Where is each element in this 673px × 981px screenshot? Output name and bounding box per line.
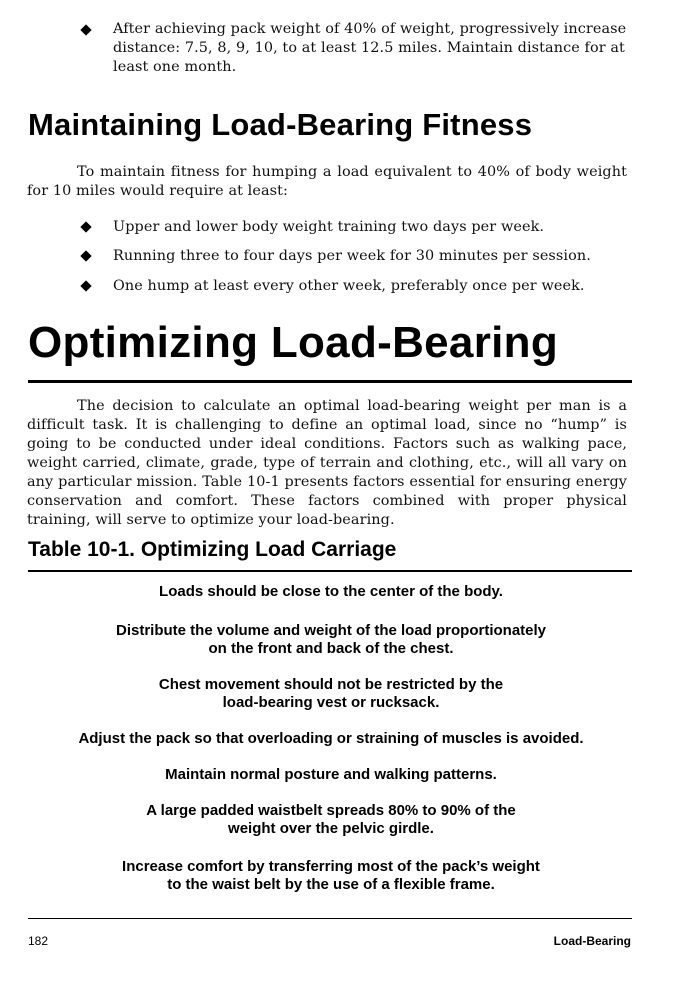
maintaining-bullet-text: Upper and lower body weight training two days per week. bbox=[113, 219, 545, 235]
table-rule bbox=[28, 570, 632, 572]
table-item bbox=[0, 802, 662, 838]
footer-rule bbox=[28, 918, 632, 919]
table-item-line: Distribute the volume and weight of the load proportionately bbox=[115, 622, 547, 639]
table-item bbox=[0, 730, 662, 748]
table-item-line: to the waist belt by the use of a flexible frame. bbox=[167, 876, 495, 893]
table-item bbox=[0, 622, 662, 658]
table-item-line: Adjust the pack so that overloading or straining of muscles is avoided. bbox=[78, 730, 584, 747]
table-item-line: Increase comfort by transferring most of the pack’s weight bbox=[122, 858, 540, 875]
optimizing-paragraph-text: The decision to calculate an optimal load-bearing weight per man is a difficult task. It is challenging to define an optimal load, since no “hump” is going to be conducted under ideal conditions. Factors such as walking pace, weight carried, climate, grade, type of terrain and clothing, etc., will all vary on any particular mission. Table 10-1 presents factors essential for ensuring energy conservation and comfort. These factors combined with proper physical training, will serve to optimize your load-bearing. bbox=[27, 398, 627, 528]
heading-maintaining: Maintaining Load-Bearing Fitness bbox=[28, 107, 533, 142]
page-number: 182 bbox=[28, 934, 49, 948]
table-item-line: on the front and back of the chest. bbox=[208, 640, 454, 657]
optimizing-paragraph bbox=[27, 397, 627, 530]
table-item-line: Maintain normal posture and walking patterns. bbox=[165, 766, 497, 783]
table-item bbox=[0, 676, 662, 712]
bullet-diamond-icon bbox=[80, 280, 91, 291]
maintaining-intro bbox=[27, 163, 627, 201]
table-item-line: weight over the pelvic girdle. bbox=[228, 820, 434, 837]
table-item bbox=[0, 583, 662, 601]
table-item bbox=[0, 766, 662, 784]
bullet-diamond-icon bbox=[80, 250, 91, 261]
chapter-name: Load-Bearing bbox=[553, 934, 631, 948]
table-item-line: load-bearing vest or rucksack. bbox=[222, 694, 440, 711]
bullet-diamond-icon bbox=[80, 221, 91, 232]
table-item bbox=[0, 858, 662, 894]
top-bullet-text: After achieving pack weight of 40% of weight, progressively increase distance: 7.5, 8, 9, 10, to at least 12.5 miles. Maintain distance for at least one month. bbox=[113, 21, 627, 75]
maintaining-bullet-text: One hump at least every other week, preferably once per week. bbox=[113, 278, 585, 294]
maintaining-intro-text: To maintain fitness for humping a load equivalent to 40% of body weight for 10 miles would require at least: bbox=[27, 164, 627, 199]
heading-optimizing: Optimizing Load-Bearing bbox=[28, 318, 559, 367]
maintaining-bullet-text: Running three to four days per week for 30 minutes per session. bbox=[113, 248, 591, 264]
table-item-line: Loads should be close to the center of the body. bbox=[159, 583, 503, 600]
table-title: Table 10-1. Optimizing Load Carriage bbox=[28, 538, 397, 561]
heading-rule bbox=[28, 380, 632, 383]
table-item-line: Chest movement should not be restricted by the bbox=[158, 676, 504, 693]
table-item-line: A large padded waistbelt spreads 80% to 90% of the bbox=[146, 802, 516, 819]
bullet-diamond-icon bbox=[80, 24, 91, 35]
